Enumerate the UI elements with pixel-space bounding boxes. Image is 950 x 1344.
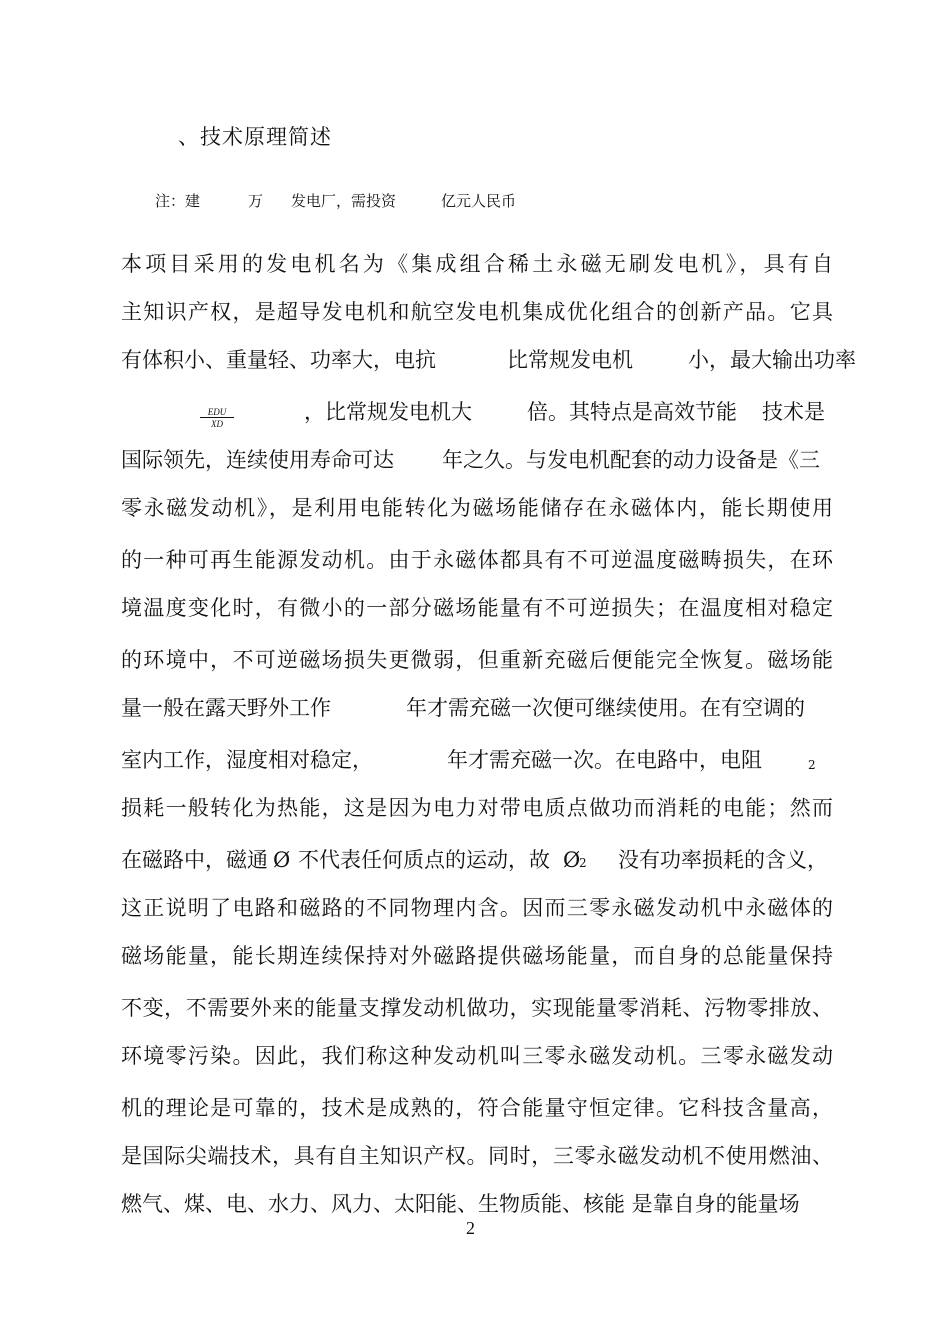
- page-number: 2: [466, 1218, 475, 1238]
- paragraph-line: 量一般在露天野外工作: [121, 696, 331, 720]
- paragraph-line: 国际领先，连续使用寿命可达: [121, 448, 394, 472]
- formula-denominator: XD: [211, 419, 223, 429]
- paragraph-line: 年之久。与发电机配套的动力设备是《三: [442, 448, 820, 472]
- note-text: 发电厂，需投资: [291, 192, 397, 210]
- paragraph-line: 燃气、煤、电、水力、风力、太阳能、生物质能、核能 是靠自身的能量场: [121, 1192, 800, 1216]
- paragraph-line: 小，最大输出功率: [688, 348, 856, 372]
- paragraph-line: 的环境中，不可逆磁场损失更微弱，但重新充磁后便能完全恢复。磁场能: [121, 648, 833, 672]
- paragraph-line: 室内工作，湿度相对稳定，: [121, 748, 373, 772]
- paragraph-line: 年才需充磁一次。在电路中，电阻: [447, 748, 762, 772]
- formula-fraction: [200, 407, 234, 430]
- paragraph-line: 有体积小、重量轻、功率大，电抗: [121, 348, 436, 372]
- paragraph-line: 在磁路中，磁通: [121, 848, 268, 872]
- paragraph-line: 倍。其特点是高效节能: [527, 400, 737, 424]
- note-text: 万: [248, 192, 264, 210]
- paragraph-line: 的一种可再生能源发动机。由于永磁体都具有不可逆温度磁畴损失，在环: [121, 548, 833, 572]
- paragraph-line: ，比常规发电机大: [304, 400, 472, 424]
- paragraph-line: 本项目采用的发电机名为《集成组合稀土永磁无刷发电机》，具有自: [121, 252, 833, 276]
- paragraph-line: 损耗一般转化为热能，这是因为电力对带电质点做功而消耗的电能；然而: [121, 796, 833, 820]
- note-label: 注：建: [155, 192, 201, 210]
- paragraph-line: 这正说明了电路和磁路的不同物理内含。因而三零永磁发动机中永磁体的: [121, 896, 833, 920]
- paragraph-line: 机的理论是可靠的，技术是成熟的，符合能量守恒定律。它科技含量高，: [121, 1096, 833, 1120]
- paragraph-line: 是国际尖端技术，具有自主知识产权。同时，三零永磁发动机不使用燃油、: [121, 1144, 833, 1168]
- paragraph-line: 磁场能量，能长期连续保持对外磁路提供磁场能量，而自身的总能量保持: [121, 944, 833, 968]
- paragraph-line: 不代表任何质点的运动，故: [298, 848, 550, 872]
- paragraph-line: 环境零污染。因此，我们称这种发动机叫三零永磁发动机。三零永磁发动: [121, 1044, 833, 1068]
- phi-symbol: Ø: [273, 848, 291, 872]
- section-heading: 、技术原理简述: [178, 125, 332, 149]
- note-text: 亿元人民币: [441, 192, 517, 210]
- paragraph-line: 零永磁发动机》，是利用电能转化为磁场能储存在永磁体内，能长期使用: [121, 496, 833, 520]
- paragraph-line: 主知识产权，是超导发电机和航空发电机集成优化组合的创新产品。它具: [121, 300, 833, 324]
- formula-numerator: EDU: [200, 407, 234, 418]
- subscript: 2: [579, 856, 587, 870]
- paragraph-line: 不变，不需要外来的能量支撑发动机做功，实现能量零消耗、污物零排放、: [121, 996, 833, 1020]
- paragraph-line: 境温度变化时，有微小的一部分磁场能量有不可逆损失；在温度相对稳定: [121, 596, 833, 620]
- paragraph-line: 技术是: [762, 400, 825, 424]
- phi-symbol: Ø: [563, 848, 581, 872]
- paragraph-line: 比常规发电机: [507, 348, 633, 372]
- paragraph-line: 年才需充磁一次便可继续使用。在有空调的: [406, 696, 805, 720]
- subscript: 2: [808, 758, 816, 772]
- paragraph-line: 没有功率损耗的含义，: [618, 848, 828, 872]
